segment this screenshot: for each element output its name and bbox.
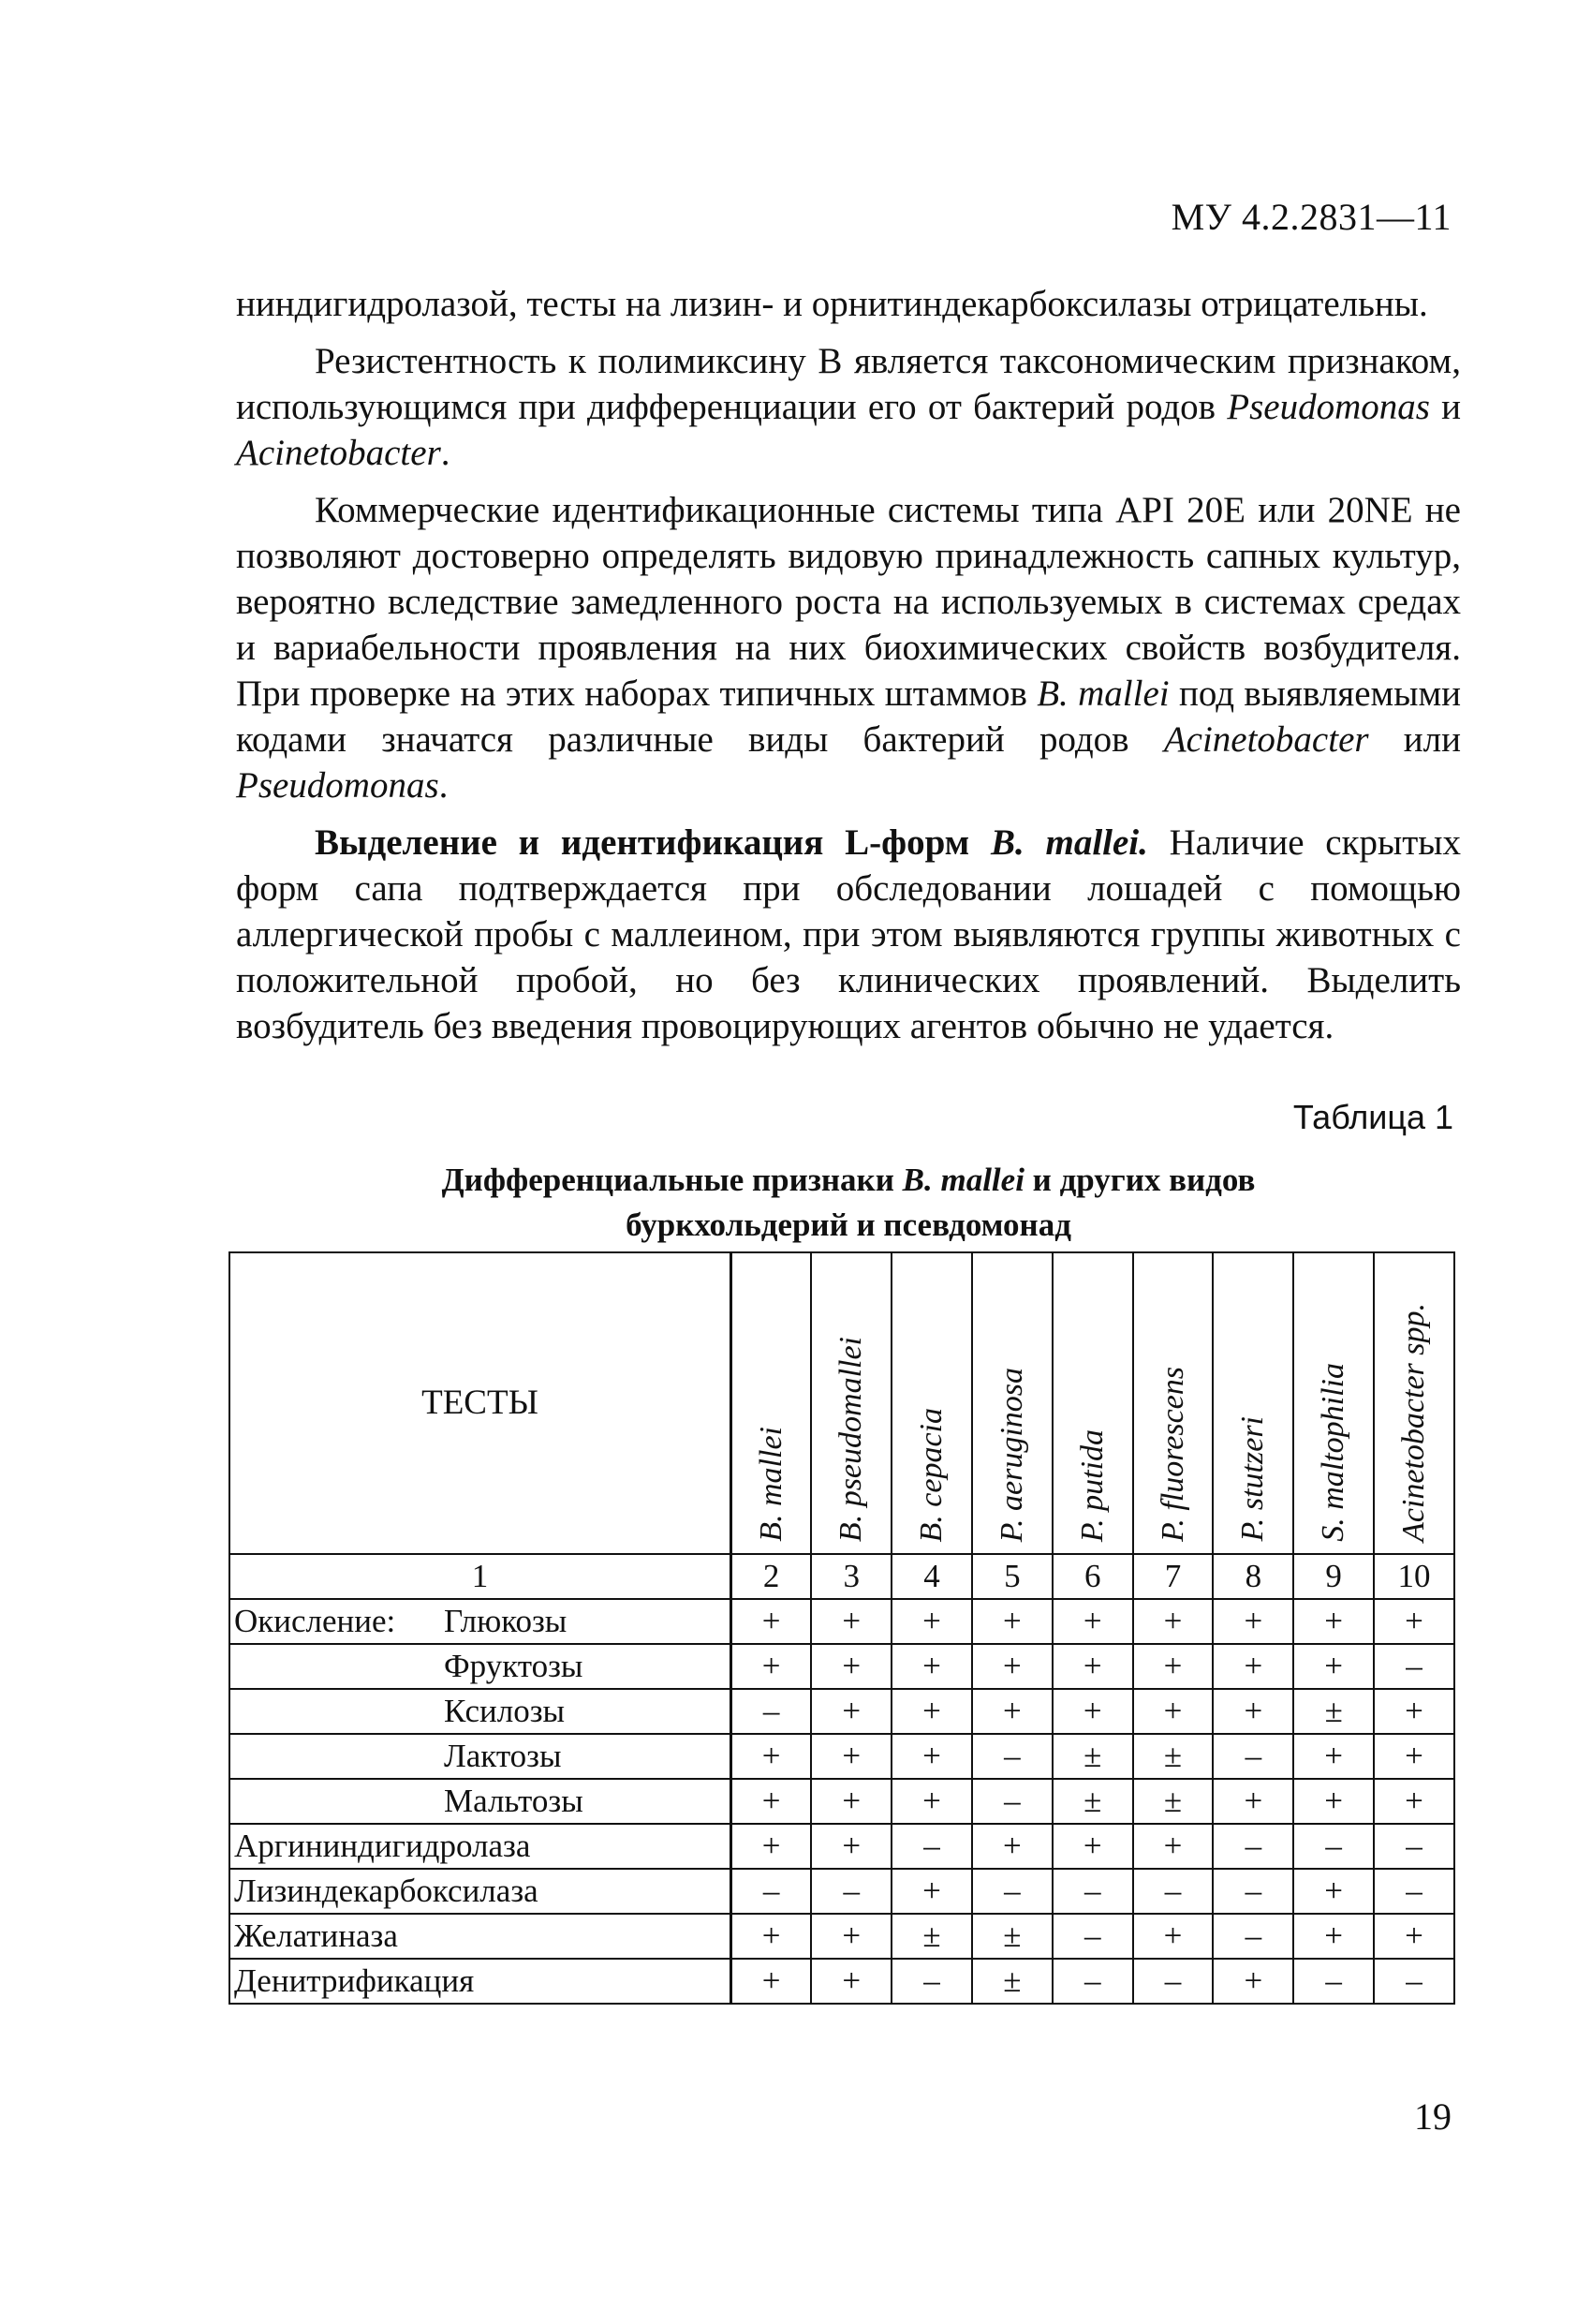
test-name-cell — [229, 1689, 730, 1734]
result-cell: – — [1213, 1824, 1293, 1869]
result-cell: + — [972, 1689, 1053, 1734]
result-cell: ± — [1053, 1734, 1133, 1779]
oxidation-label: Окисление: — [234, 1603, 396, 1639]
result-cell: + — [1133, 1599, 1214, 1644]
column-number: 9 — [1293, 1554, 1374, 1599]
species-name: B. pseudomallei — [833, 1336, 869, 1542]
differential-signs-table — [228, 1251, 1455, 2005]
result-cell: – — [1374, 1959, 1454, 2004]
column-number-row — [229, 1554, 1454, 1599]
table-row — [229, 1734, 1454, 1779]
result-cell: + — [1133, 1824, 1214, 1869]
result-cell: + — [1374, 1779, 1454, 1824]
paragraph-1: ниндигидролазой, тесты на лизин- и орнитиндекарбоксилазы отрицательны. — [236, 284, 1428, 324]
result-cell: – — [1053, 1959, 1133, 2004]
result-cell: + — [972, 1824, 1053, 1869]
test-name-cell — [229, 1644, 730, 1689]
result-cell: – — [972, 1869, 1053, 1914]
result-cell: – — [892, 1824, 972, 1869]
paragraph-2 — [236, 338, 1461, 476]
test-name: Денитрификация — [234, 1962, 475, 1999]
conjunction: и — [1429, 387, 1461, 427]
species-name: P. putida — [1074, 1428, 1110, 1542]
result-cell: + — [1293, 1779, 1374, 1824]
table-title-text-2: и других видов — [1024, 1162, 1256, 1198]
species-column-header — [1213, 1252, 1293, 1554]
result-cell: – — [1133, 1959, 1214, 2004]
column-number: 7 — [1133, 1554, 1214, 1599]
period: . — [438, 765, 449, 806]
table-row — [229, 1869, 1454, 1914]
result-cell: + — [1293, 1734, 1374, 1779]
result-cell: + — [811, 1824, 892, 1869]
result-cell: – — [1053, 1914, 1133, 1959]
result-cell: – — [1293, 1824, 1374, 1869]
result-cell: + — [1293, 1599, 1374, 1644]
result-cell: + — [1293, 1644, 1374, 1689]
table-row — [229, 1689, 1454, 1734]
result-cell: – — [892, 1959, 972, 2004]
species-name: B. cepacia — [914, 1407, 950, 1542]
result-cell: + — [1213, 1779, 1293, 1824]
result-cell: + — [1293, 1869, 1374, 1914]
result-cell: + — [972, 1644, 1053, 1689]
result-cell: + — [892, 1734, 972, 1779]
result-cell: + — [892, 1779, 972, 1824]
result-cell: – — [1213, 1734, 1293, 1779]
document-code: МУ 4.2.2831—11 — [1171, 196, 1452, 238]
result-cell: + — [811, 1689, 892, 1734]
result-cell: + — [730, 1644, 811, 1689]
result-cell: – — [1293, 1959, 1374, 2004]
result-cell: – — [1374, 1644, 1454, 1689]
result-cell: + — [1374, 1914, 1454, 1959]
paragraph-3-text: Коммерческие идентификационные системы типа API 20E или 20NE не позволяют достоверно определять видовую принадлежность сапных культур, вероятно вследствие замедленного роста на используемых в системах средах и вариабельности проявления на них биохимических свойств возбудителя. При проверке на этих наборах типичных штаммов — [236, 490, 1461, 714]
result-cell: ± — [972, 1914, 1053, 1959]
section-heading-species: B. mallei. — [990, 822, 1148, 863]
result-cell: + — [1053, 1644, 1133, 1689]
column-number: 8 — [1213, 1554, 1293, 1599]
test-name: Фруктозы — [444, 1648, 583, 1684]
species-name: P. fluorescens — [1155, 1367, 1190, 1542]
result-cell: + — [892, 1689, 972, 1734]
test-name-cell — [229, 1824, 730, 1869]
result-cell: + — [1293, 1914, 1374, 1959]
result-cell: + — [811, 1599, 892, 1644]
test-name: Мальтозы — [444, 1783, 583, 1819]
result-cell: + — [1213, 1644, 1293, 1689]
section-heading-text: Выделение и идентификация L-форм — [315, 822, 991, 863]
result-cell: + — [730, 1779, 811, 1824]
species-column-header — [1293, 1252, 1374, 1554]
result-cell: + — [730, 1914, 811, 1959]
result-cell: + — [1374, 1734, 1454, 1779]
body-text — [236, 281, 1461, 1060]
result-cell: – — [1133, 1869, 1214, 1914]
species-column-header — [892, 1252, 972, 1554]
result-cell: + — [730, 1824, 811, 1869]
result-cell: – — [1213, 1914, 1293, 1959]
tests-column-header: ТЕСТЫ — [229, 1252, 730, 1554]
result-cell: + — [972, 1599, 1053, 1644]
table-row — [229, 1599, 1454, 1644]
species-column-header — [972, 1252, 1053, 1554]
genus-pseudomonas: Pseudomonas — [1227, 387, 1430, 427]
result-cell: + — [1133, 1644, 1214, 1689]
result-cell: + — [892, 1869, 972, 1914]
result-cell: – — [1374, 1824, 1454, 1869]
species-column-header — [1133, 1252, 1214, 1554]
species-name: S. maltophilia — [1316, 1363, 1351, 1542]
test-name-cell — [229, 1779, 730, 1824]
test-name: Ксилозы — [444, 1693, 566, 1729]
result-cell: – — [972, 1779, 1053, 1824]
result-cell: + — [1374, 1599, 1454, 1644]
result-cell: + — [811, 1914, 892, 1959]
test-name: Аргининдигидролаза — [234, 1828, 531, 1864]
column-number: 6 — [1053, 1554, 1133, 1599]
result-cell: + — [811, 1644, 892, 1689]
species-column-header — [730, 1252, 811, 1554]
paragraph-4 — [236, 820, 1461, 1049]
result-cell: ± — [892, 1914, 972, 1959]
table-row — [229, 1824, 1454, 1869]
species-name: B. mallei — [753, 1427, 789, 1542]
result-cell: – — [811, 1869, 892, 1914]
result-cell: – — [1213, 1869, 1293, 1914]
result-cell: – — [730, 1869, 811, 1914]
table-header-row — [229, 1252, 1454, 1554]
species-name: Acinetobacter spp. — [1396, 1303, 1432, 1542]
result-cell: – — [972, 1734, 1053, 1779]
table-row — [229, 1644, 1454, 1689]
result-cell: – — [1374, 1869, 1454, 1914]
test-name: Лизиндекарбоксилаза — [234, 1873, 538, 1909]
table-title-text: Дифференциальные признаки — [441, 1162, 903, 1198]
table-row — [229, 1779, 1454, 1824]
result-cell: + — [730, 1959, 811, 2004]
test-name-cell — [229, 1869, 730, 1914]
test-name-cell — [229, 1734, 730, 1779]
test-name-cell — [229, 1914, 730, 1959]
paragraph-4-text: Наличие скрытых форм сапа подтверждается при обследовании лошадей с помощью аллергической пробы с маллеином, при этом выявляются группы животных с положительной пробой, но без клинических проявлений. Выделить возбудитель без введения провоцирующих агентов обычно не удается. — [236, 822, 1462, 1046]
result-cell: + — [811, 1734, 892, 1779]
result-cell: + — [811, 1779, 892, 1824]
species-name: P. aeruginosa — [994, 1367, 1029, 1542]
result-cell: ± — [1133, 1734, 1214, 1779]
species-column-header — [1374, 1252, 1454, 1554]
species-column-header — [1053, 1252, 1133, 1554]
result-cell: ± — [972, 1959, 1053, 2004]
result-cell: + — [1133, 1689, 1214, 1734]
species-b-mallei: B. mallei — [1037, 674, 1170, 714]
conjunction: или — [1368, 719, 1461, 760]
period: . — [440, 433, 450, 473]
genus-pseudomonas: Pseudomonas — [236, 765, 439, 806]
result-cell: + — [1133, 1914, 1214, 1959]
genus-acinetobacter: Acinetobacter — [236, 433, 441, 473]
test-name: Желатиназа — [234, 1917, 398, 1954]
column-number: 5 — [972, 1554, 1053, 1599]
column-number: 1 — [229, 1554, 730, 1599]
table-row — [229, 1914, 1454, 1959]
result-cell: + — [892, 1599, 972, 1644]
result-cell: + — [1213, 1599, 1293, 1644]
result-cell: + — [1213, 1689, 1293, 1734]
genus-acinetobacter: Acinetobacter — [1163, 719, 1369, 760]
species-column-header — [811, 1252, 892, 1554]
section-heading — [315, 822, 1148, 863]
result-cell: ± — [1053, 1779, 1133, 1824]
test-name-cell — [229, 1959, 730, 2004]
result-cell: ± — [1133, 1779, 1214, 1824]
result-cell: + — [1053, 1689, 1133, 1734]
result-cell: + — [1053, 1599, 1133, 1644]
paragraph-3-text-2: под выявляемыми кодами значатся различные виды бактерий родов — [236, 674, 1461, 760]
column-number: 4 — [892, 1554, 972, 1599]
test-name: Глюкозы — [444, 1603, 568, 1639]
paragraph-2-text: Резистентность к полимиксину В является таксономическим признаком, использующимся при дифференциации его от бактерий родов — [236, 341, 1461, 427]
test-name-cell — [229, 1599, 730, 1644]
result-cell: + — [892, 1644, 972, 1689]
result-cell: + — [730, 1734, 811, 1779]
result-cell: + — [1213, 1959, 1293, 2004]
result-cell: – — [730, 1689, 811, 1734]
result-cell: ± — [1293, 1689, 1374, 1734]
species-name: P. stutzeri — [1235, 1416, 1271, 1542]
result-cell: – — [1053, 1869, 1133, 1914]
result-cell: + — [1053, 1824, 1133, 1869]
paragraph-3 — [236, 487, 1461, 808]
result-cell: + — [730, 1599, 811, 1644]
table-label: Таблица 1 — [1292, 1098, 1453, 1136]
test-name: Лактозы — [444, 1738, 562, 1774]
table-title-species: B. mallei — [902, 1162, 1024, 1198]
column-number: 3 — [811, 1554, 892, 1599]
column-number: 2 — [730, 1554, 811, 1599]
table-title — [236, 1158, 1461, 1248]
page-number: 19 — [1414, 2095, 1452, 2138]
table-row — [229, 1959, 1454, 2004]
column-number: 10 — [1374, 1554, 1454, 1599]
result-cell: + — [811, 1959, 892, 2004]
table-title-line-2: буркхольдерий и псевдомонад — [626, 1206, 1071, 1243]
result-cell: + — [1374, 1689, 1454, 1734]
